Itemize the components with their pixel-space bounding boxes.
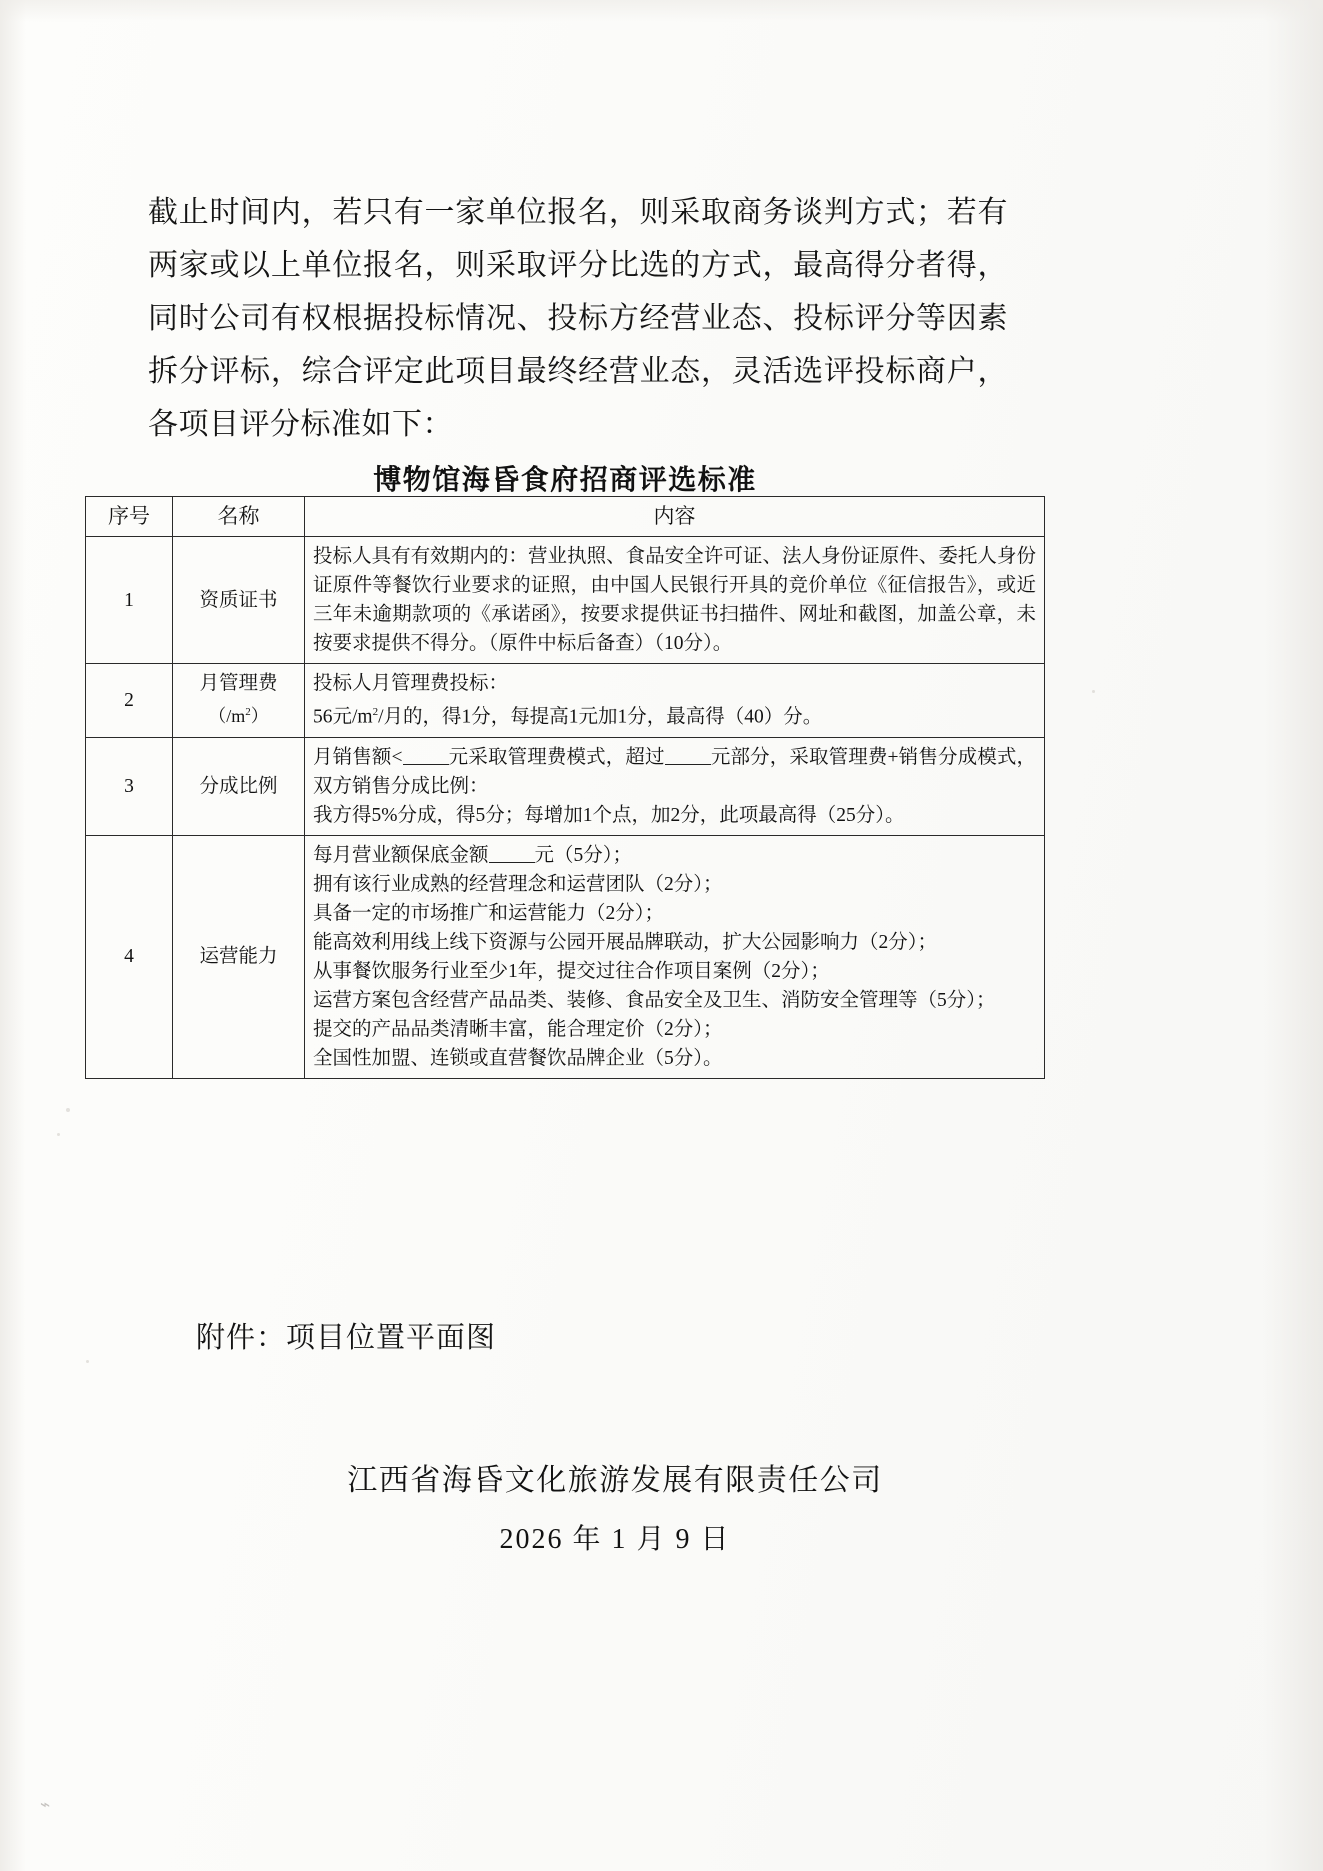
row-name: [173, 537, 305, 664]
content-line: 拥有该行业成熟的经营理念和运营团队（2分）；: [313, 873, 723, 895]
scoring-table-wrapper: [85, 496, 1045, 1079]
content-line: 我方得5%分成，得5分；每增加1个点，加2分，此项最高得（25分）。: [313, 804, 905, 826]
intro-paragraph: [148, 186, 1008, 451]
row-index: 1: [86, 537, 173, 664]
table-row: [86, 737, 1045, 835]
content-line: 56元$/m^2/$月的，得1分，每提高1元加1分，最高得（40）分。: [313, 706, 823, 728]
row-name-unit: $(/m^2)$: [208, 706, 269, 727]
content-line: 月销售额< 元采取管理费模式，超过 元部分，采取管理费+销售分成模式，双方销售分成比例：: [313, 746, 1036, 797]
table-row: [86, 537, 1045, 664]
header-content: 内容: [305, 497, 1045, 537]
content-line: 每月营业额保底金额 元（5分）；: [313, 844, 633, 866]
row-content: [305, 664, 1045, 738]
row-index: 3: [86, 737, 173, 835]
row-index: 2: [86, 664, 173, 738]
scoring-table: [85, 496, 1045, 1079]
row-name: [173, 664, 305, 738]
content-line: 提交的产品品类清晰丰富，能合理定价（2分）；: [313, 1018, 723, 1040]
table-header-row: [86, 497, 1045, 537]
content-line: 全国性加盟、连锁或直营餐饮品牌企业（5分）。: [313, 1047, 723, 1069]
row-name-main: 运营能力: [199, 946, 278, 967]
row-name-main: 月管理费: [199, 673, 278, 695]
attachment-label: 附件：项目位置平面图: [196, 1322, 497, 1354]
content-line: 能高效利用线上线下资源与公园开展品牌联动，扩大公园影响力（2分）；: [313, 931, 938, 953]
row-content: [305, 737, 1045, 835]
row-name-main: 资质证书: [199, 589, 278, 611]
header-name: 名称: [173, 497, 305, 537]
row-content: [305, 835, 1045, 1078]
header-no: 序号: [86, 497, 173, 537]
intro-text: 截止时间内，若只有一家单位报名，则采取商务谈判方式；若有两家或以上单位报名，则采取评分比选的方式，最高得分者得，同时公司有权根据投标情况、投标方经营业态、投标评分等因素拆分评标，综合评定此项目最终经营业态，灵活选评投标商户，各项目评分标准如下：: [148, 196, 1008, 441]
signature-organization: 江西省海昏文化旅游发展有限责任公司: [347, 1464, 883, 1497]
table-row: [86, 835, 1045, 1078]
scan-smudge: ⌁: [40, 1795, 51, 1814]
signature-block: [0, 1455, 1230, 1557]
table-row: [86, 664, 1045, 738]
row-index: 4: [86, 835, 173, 1078]
content-line: 投标人具有有效期内的：营业执照、食品安全许可证、法人身份证原件、委托人身份证原件等餐饮行业要求的证照，由中国人民银行开具的竞价单位《征信报告》，或近三年未逾期款项的《承诺函》，按要求提供证书扫描件、网址和截图，加盖公章，未按要求提供不得分。（原件中标后备查）（10分）。: [313, 546, 1036, 654]
table-title: 博物馆海昏食府招商评选标准: [373, 465, 757, 496]
row-name: [173, 835, 305, 1078]
content-line: 具备一定的市场推广和运营能力（2分）；: [313, 902, 665, 924]
content-line: 从事餐饮服务行业至少1年，提交过往合作项目案例（2分）；: [313, 960, 830, 982]
signature-date: 2026 年 1 月 9 日: [499, 1524, 731, 1555]
content-line: 运营方案包含经营产品品类、装修、食品安全及卫生、消防安全管理等（5分）；: [313, 989, 996, 1011]
row-name-main: 分成比例: [199, 775, 278, 797]
row-content: [305, 537, 1045, 664]
row-name: [173, 737, 305, 835]
content-line: 投标人月管理费投标：: [313, 673, 509, 694]
